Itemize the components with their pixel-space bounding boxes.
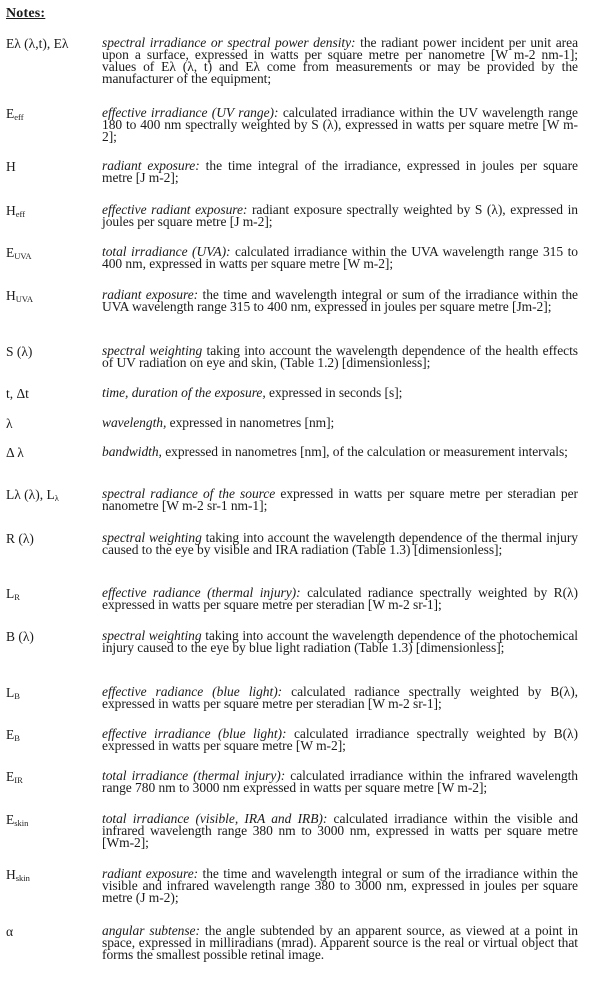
note-symbol: Δ λ bbox=[6, 445, 24, 460]
note-symbol: $L_B$ bbox=[6, 685, 20, 701]
note-definition: spectral weighting taking into account the wavelength dependence of the health effects of UV radiation on eye and skin, (Table 1.2) [dimensionless]; bbox=[102, 343, 578, 370]
note-symbol: $H_{UVA}$ bbox=[6, 288, 34, 304]
note-definition: wavelength, expressed in nanometres [nm]; bbox=[102, 415, 335, 430]
note-definition: radiant exposure: the time and wavelength integral or sum of the irradiance within the visible and infrared wavelength range 380 to 3000 nm, expressed in joules per square metre (J m-2); bbox=[102, 866, 578, 905]
note-definition: total irradiance (UVA): calculated irradiance within the UVA wavelength range 315 to 400 nm, expressed in watts per square metre [W m-2]; bbox=[102, 244, 578, 271]
note-definition: effective radiant exposure: radiant exposure spectrally weighted by S (λ), expressed in joules per square metre [J m-2]; bbox=[102, 202, 578, 229]
note-definition: spectral irradiance or spectral power density: the radiant power incident per unit area upon a surface, expressed in watts per square metre per nanometre [W m-2 nm-1]; values of Eλ (λ, t) and Eλ come from measurements or may be provided by the manufacturer of the equipment; bbox=[102, 35, 579, 86]
note-definition: time, duration of the exposure, expressed in seconds [s]; bbox=[102, 385, 403, 400]
note-symbol: R (λ) bbox=[6, 531, 34, 546]
note-definition: radiant exposure: the time integral of the irradiance, expressed in joules per square metre [J m-2]; bbox=[102, 158, 579, 185]
note-symbol: H bbox=[6, 159, 16, 174]
note-definition: radiant exposure: the time and wavelength integral or sum of the irradiance within the UVA wavelength range 315 to 400 nm, expressed in joules per square metre [Jm-2]; bbox=[102, 287, 578, 314]
note-definition: effective radiance (blue light): calculated radiance spectrally weighted by B(λ), expressed in watts per square metre per steradian [W m-2 sr-1]; bbox=[102, 684, 578, 711]
note-definition: spectral weighting taking into account the wavelength dependence of the photochemical injury caused to the eye by blue light radiation (Table 1.3) [dimensionless]; bbox=[102, 628, 578, 655]
note-symbol: $L_R$ bbox=[6, 586, 20, 602]
note-symbol: t, Δt bbox=[6, 386, 29, 401]
note-definition: effective irradiance (blue light): calculated irradiance spectrally weighted by B(λ) expressed in watts per square metre [W m-2]; bbox=[102, 726, 578, 753]
note-definition: spectral radiance of the source expressed in watts per square metre per steradian per nanometre [W m-2 sr-1 nm-1]; bbox=[102, 486, 578, 513]
note-symbol: λ bbox=[6, 416, 13, 431]
note-symbol: S (λ) bbox=[6, 344, 33, 359]
note-definition: spectral weighting taking into account the wavelength dependence of the thermal injury caused to the eye by visible and IRA radiation (Table 1.3) [dimensionless]; bbox=[102, 530, 579, 557]
notes-heading: Notes: bbox=[6, 6, 46, 21]
note-symbol: B (λ) bbox=[6, 629, 34, 644]
note-definition: effective radiance (thermal injury): calculated radiance spectrally weighted by R(λ) expressed in watts per square metre per steradian [W m-2 sr-1]; bbox=[102, 585, 578, 612]
note-symbol: Lλ (λ), $L_\lambda$ bbox=[6, 487, 59, 503]
note-definition: angular subtense: the angle subtended by an apparent source, as viewed at a point in space, expressed in milliradians (mrad). Apparent source is the real or virtual object that forms the smallest possible retinal image. bbox=[102, 923, 578, 962]
note-symbol: $E_B$ bbox=[6, 727, 20, 743]
note-definition: effective irradiance (UV range): calculated irradiance within the UV wavelength range 180 to 400 nm spectrally weighted by S (λ), expressed in watts per square metre [W m-2]; bbox=[102, 105, 578, 144]
note-symbol: $E_{UVA}$ bbox=[6, 245, 32, 261]
note-symbol: $E_{IR}$ bbox=[6, 769, 23, 785]
note-symbol: $E_{skin}$ bbox=[6, 812, 29, 828]
note-symbol: $H_{eff}$ bbox=[6, 203, 26, 219]
note-symbol: $H_{skin}$ bbox=[6, 867, 30, 883]
note-definition: bandwidth, expressed in nanometres [nm], of the calculation or measurement intervals; bbox=[102, 444, 568, 459]
note-symbol: $E_{eff}$ bbox=[6, 106, 24, 122]
note-definition: total irradiance (thermal injury): calculated irradiance within the infrared wavelength range 780 nm to 3000 nm expressed in watts per square metre [W m-2]; bbox=[102, 768, 579, 795]
note-symbol: Eλ (λ,t), Eλ bbox=[6, 36, 69, 51]
note-symbol: α bbox=[6, 924, 14, 939]
note-definition: total irradiance (visible, IRA and IRB): calculated irradiance within the visible and infrared wavelength range 380 nm to 3000 nm, expressed in watts per square metre [Wm-2]; bbox=[102, 811, 578, 850]
